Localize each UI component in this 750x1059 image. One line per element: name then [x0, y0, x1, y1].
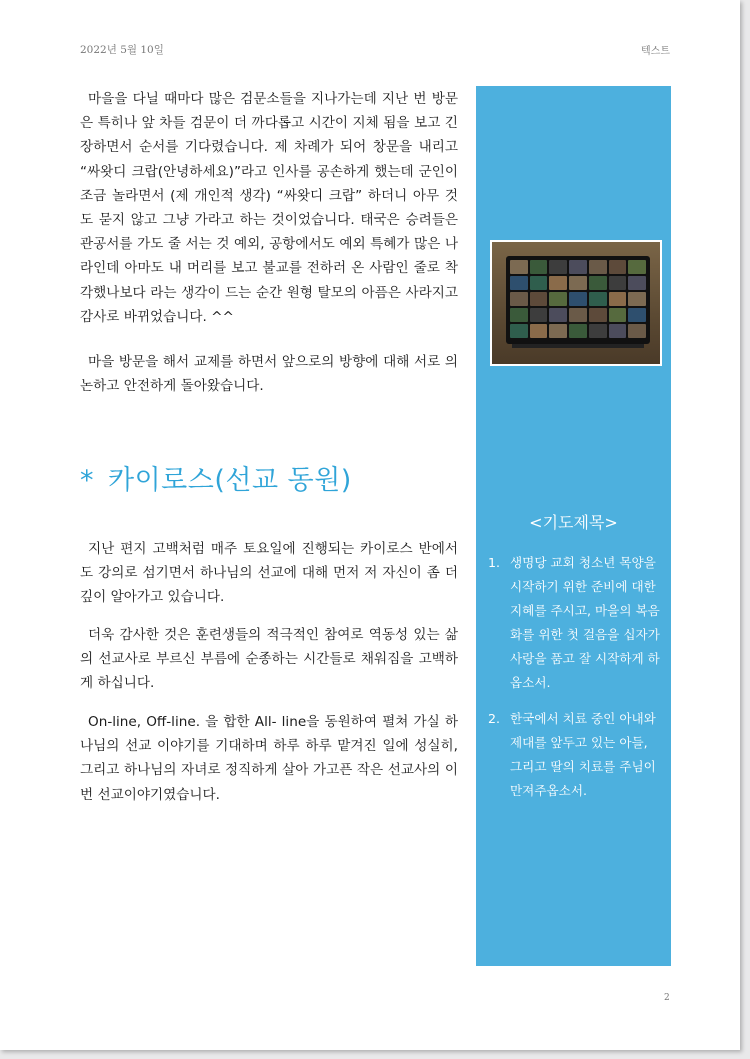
paragraph-text: 더욱 감사한 것은 훈련생들의 적극적인 참여로 역동성 있는 삶의 선교사로 부르신 부름에 순종하는 시간들로 채워짐을 고백하게 하십니다. — [80, 627, 458, 692]
participant-tile — [569, 308, 587, 322]
prayer-sidebar — [476, 86, 671, 966]
prayer-item — [488, 707, 660, 803]
paragraph-text: 마을을 다닐 때마다 많은 검문소들을 지나가는데 지난 번 방문은 특히나 앞 차들 검문이 더 까다롭고 시간이 지체 됨을 보고 긴장하면서 순서를 기다렸습니다. 제 차례가 되어 창문을 내리고 “싸왓디 크랍(안녕하세요)”라고 인사를 공손하게 했는데 군인이 조금 놀라면서 (제 개인적 생각) “싸왓디 크랍” 하더니 아무 것도 묻지 않고 그냥 가라고 하는 것이었습니다. 태국은 승려들은 관공서를 가도 줄 서는 것 예외, 공항에서도 예외 특혜가 많은 나라인데 아마도 내 머리를 보고 불교를 전하러 온 사람인 줄로 착각했나보다 라는 생각이 드는 순간 원형 탈모의 아픔은 사라지고 감사로 바뀌었습니다. ^^ — [80, 91, 458, 325]
participant-tile — [510, 292, 528, 306]
prayer-number: 2. — [488, 711, 501, 726]
header-date: 2022년 5월 10일 — [80, 44, 164, 56]
participant-tile — [530, 292, 548, 306]
body-paragraph — [80, 710, 458, 807]
participant-tile — [549, 276, 567, 290]
participant-tile — [609, 276, 627, 290]
video-conference-photo — [490, 240, 662, 366]
body-paragraph — [80, 537, 458, 610]
heading-text: 카이로스(선교 동원) — [108, 465, 352, 496]
participant-tile — [569, 276, 587, 290]
participant-tile — [569, 292, 587, 306]
header-title: 텍스트 — [641, 46, 670, 57]
participant-tile — [510, 308, 528, 322]
body-paragraph — [80, 623, 458, 696]
paragraph-text: 지난 편지 고백처럼 매주 토요일에 진행되는 카이로스 반에서도 강의로 섬기면서 하나님의 선교에 대해 먼저 저 자신이 좀 더 깊이 알아가고 있습니다. — [80, 541, 458, 606]
participant-tile — [549, 260, 567, 274]
participant-tile — [628, 276, 646, 290]
paragraph-text: 마을 방문을 해서 교제를 하면서 앞으로의 방향에 대해 서로 의논하고 안전하게 돌아왔습니다. — [80, 354, 458, 395]
page-number: 2 — [664, 993, 670, 1003]
participant-tile — [628, 260, 646, 274]
participant-tile — [609, 292, 627, 306]
participant-tile — [589, 260, 607, 274]
section-heading — [80, 458, 352, 497]
participant-tile — [510, 260, 528, 274]
participant-tile — [569, 324, 587, 338]
participant-tile — [549, 324, 567, 338]
participant-tile — [530, 276, 548, 290]
heading-marker: * — [80, 465, 94, 496]
participant-tile — [628, 324, 646, 338]
participant-tile — [549, 308, 567, 322]
participant-tile — [589, 276, 607, 290]
participant-tile — [530, 324, 548, 338]
prayer-list — [488, 551, 660, 815]
paragraph-text: On-line, Off-line. 을 합한 All- line을 동원하여 펼쳐 가실 하나님의 선교 이야기를 기대하며 하루 하루 맡겨진 일에 성실히, 그리고 하나님의 자녀로 정직하게 살아 가고픈 작은 선교사의 이번 선교이야기였습니다. — [80, 714, 458, 803]
participant-grid — [510, 260, 646, 338]
prayer-title: <기도제목> — [529, 513, 618, 532]
participant-tile — [530, 260, 548, 274]
monitor-stand — [512, 344, 644, 348]
prayer-text: 한국에서 치료 중인 아내와 제대를 앞두고 있는 아들, 그리고 딸의 치료를 주님이 만져주옵소서. — [510, 711, 656, 798]
participant-tile — [628, 292, 646, 306]
participant-tile — [628, 308, 646, 322]
participant-tile — [530, 308, 548, 322]
participant-tile — [589, 292, 607, 306]
monitor-screen — [506, 256, 650, 344]
body-paragraph — [80, 350, 458, 398]
participant-tile — [549, 292, 567, 306]
prayer-text: 생명당 교회 청소년 목양을 시작하기 위한 준비에 대한 지혜를 주시고, 마을의 복음화를 위한 첫 걸음을 십자가 사랑을 품고 잘 시작하게 하옵소서. — [510, 555, 660, 690]
participant-tile — [609, 260, 627, 274]
participant-tile — [589, 308, 607, 322]
participant-tile — [589, 324, 607, 338]
participant-tile — [609, 324, 627, 338]
participant-tile — [510, 276, 528, 290]
participant-tile — [609, 308, 627, 322]
prayer-item — [488, 551, 660, 695]
participant-tile — [510, 324, 528, 338]
participant-tile — [569, 260, 587, 274]
body-paragraph — [80, 87, 458, 329]
prayer-number: 1. — [488, 555, 501, 570]
